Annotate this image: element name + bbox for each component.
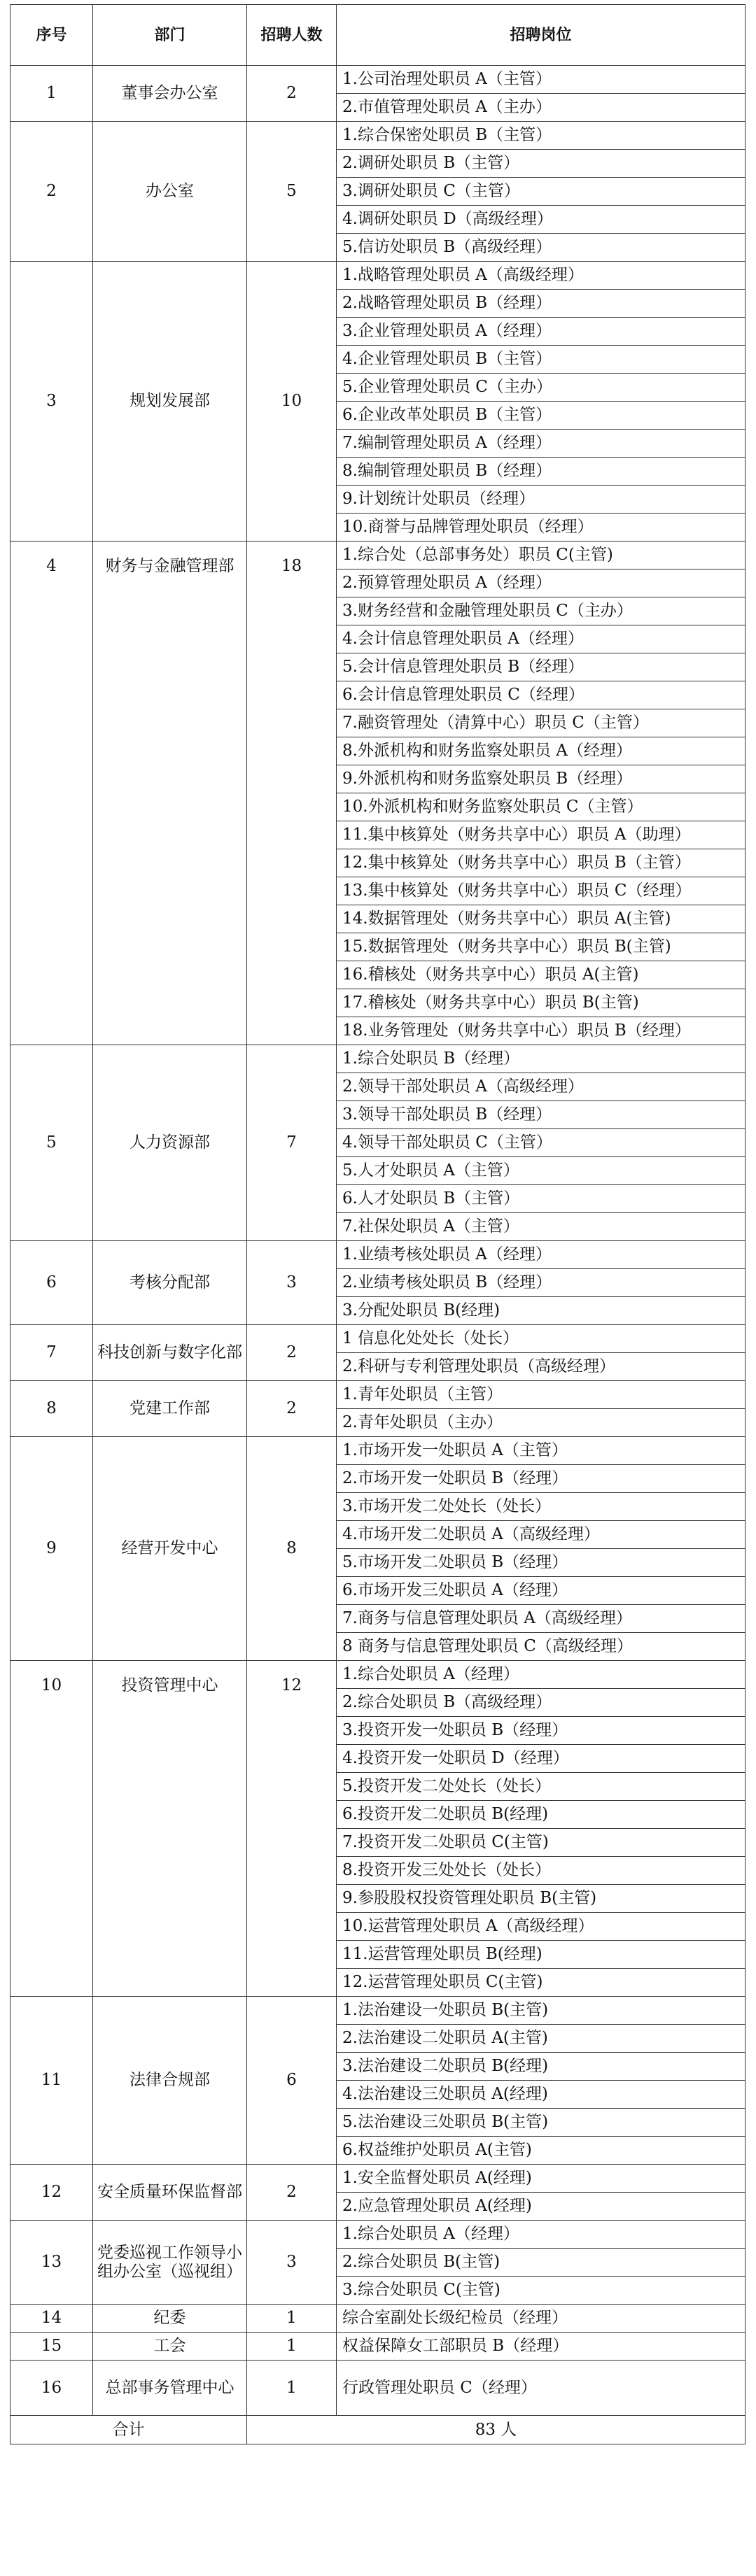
position-cell: 5.市场开发二处职员 B（经理） — [337, 1549, 746, 1577]
row-number: 8 — [10, 1381, 93, 1437]
department-name: 考核分配部 — [93, 1241, 247, 1325]
position-cell: 3.市场开发二处处长（处长） — [337, 1493, 746, 1521]
position-cell: 2.综合处职员 B(主管) — [337, 2249, 746, 2277]
department-name: 党委巡视工作领导小组办公室（巡视组） — [93, 2221, 247, 2305]
position-cell: 2.市场开发一处职员 B（经理） — [337, 1465, 746, 1493]
department-name: 人力资源部 — [93, 1045, 247, 1241]
recruit-count: 3 — [247, 2221, 337, 2305]
position-cell: 4.法治建设三处职员 A(经理) — [337, 2081, 746, 2109]
table-row — [10, 2165, 746, 2193]
position-cell: 2.战略管理处职员 B（经理） — [337, 290, 746, 318]
header-row — [10, 5, 746, 66]
row-number: 5 — [10, 1045, 93, 1241]
position-cell: 2.调研处职员 B（主管） — [337, 150, 746, 178]
position-cell: 4.投资开发一处职员 D（经理） — [337, 1745, 746, 1773]
total-label: 合计 — [10, 2416, 247, 2444]
table-row — [10, 1437, 746, 1465]
position-cell: 2.综合处职员 B（高级经理） — [337, 1689, 746, 1717]
position-cell: 6.投资开发二处职员 B(经理) — [337, 1801, 746, 1829]
position-cell: 11.运营管理处职员 B(经理) — [337, 1941, 746, 1969]
position-cell: 2.业绩考核处职员 B（经理） — [337, 1269, 746, 1297]
position-cell: 4.会计信息管理处职员 A（经理） — [337, 625, 746, 653]
position-cell: 7.融资管理处（清算中心）职员 C（主管） — [337, 709, 746, 737]
table-row — [10, 1997, 746, 2025]
position-cell: 4.市场开发二处职员 A（高级经理） — [337, 1521, 746, 1549]
position-cell: 1 信息化处处长（处长） — [337, 1325, 746, 1353]
table-row — [10, 2333, 746, 2361]
department-name: 投资管理中心 — [93, 1661, 247, 1997]
position-cell: 3.企业管理处职员 A（经理） — [337, 318, 746, 346]
position-cell: 1.综合处职员 B（经理） — [337, 1045, 746, 1073]
recruit-count: 10 — [247, 262, 337, 542]
position-cell: 2.科研与专利管理处职员（高级经理） — [337, 1353, 746, 1381]
position-cell: 8.投资开发三处处长（处长） — [337, 1857, 746, 1885]
row-number: 4 — [10, 542, 93, 1045]
position-cell: 3.调研处职员 C（主管） — [337, 178, 746, 206]
department-name: 董事会办公室 — [93, 66, 247, 122]
row-number: 16 — [10, 2361, 93, 2416]
table-row — [10, 1241, 746, 1269]
recruit-count: 2 — [247, 2165, 337, 2221]
position-cell: 4.领导干部处职员 C（主管） — [337, 1129, 746, 1157]
recruit-count: 2 — [247, 66, 337, 122]
position-cell: 8.外派机构和财务监察处职员 A（经理） — [337, 737, 746, 765]
table-body — [10, 66, 746, 2416]
row-number: 14 — [10, 2305, 93, 2333]
recruit-count: 12 — [247, 1661, 337, 1997]
total-row — [10, 2416, 746, 2444]
position-cell: 7.投资开发二处职员 C(主管) — [337, 1829, 746, 1857]
position-cell: 2.预算管理处职员 A（经理） — [337, 569, 746, 597]
recruitment-table — [10, 4, 746, 2444]
recruit-count: 1 — [247, 2361, 337, 2416]
table-header — [10, 5, 746, 66]
row-number: 6 — [10, 1241, 93, 1325]
recruit-count: 5 — [247, 122, 337, 262]
table-row — [10, 1325, 746, 1353]
row-number: 11 — [10, 1997, 93, 2165]
position-cell: 1.公司治理处职员 A（主管） — [337, 66, 746, 94]
position-cell: 3.财务经营和金融管理处职员 C（主办） — [337, 597, 746, 625]
table-row — [10, 2361, 746, 2416]
department-name: 工会 — [93, 2333, 247, 2361]
department-name: 党建工作部 — [93, 1381, 247, 1437]
row-number: 12 — [10, 2165, 93, 2221]
recruit-count: 3 — [247, 1241, 337, 1325]
position-cell: 10.外派机构和财务监察处职员 C（主管） — [337, 793, 746, 821]
position-cell: 18.业务管理处（财务共享中心）职员 B（经理） — [337, 1017, 746, 1045]
position-cell: 1.综合保密处职员 B（主管） — [337, 122, 746, 150]
table-row — [10, 66, 746, 94]
position-cell: 3.法治建设二处职员 B(经理) — [337, 2053, 746, 2081]
position-cell: 7.商务与信息管理处职员 A（高级经理） — [337, 1605, 746, 1633]
position-cell: 1.安全监督处职员 A(经理) — [337, 2165, 746, 2193]
row-number: 13 — [10, 2221, 93, 2305]
position-cell: 12.集中核算处（财务共享中心）职员 B（主管） — [337, 849, 746, 877]
position-cell: 3.投资开发一处职员 B（经理） — [337, 1717, 746, 1745]
recruit-count: 8 — [247, 1437, 337, 1661]
header-count: 招聘人数 — [247, 5, 337, 66]
position-cell: 5.法治建设三处职员 B(主管) — [337, 2109, 746, 2137]
total-value: 83 人 — [247, 2416, 746, 2444]
header-positions: 招聘岗位 — [337, 5, 746, 66]
row-number: 1 — [10, 66, 93, 122]
position-cell: 综合室副处长级纪检员（经理） — [337, 2305, 746, 2333]
position-cell: 2.青年处职员（主办） — [337, 1409, 746, 1437]
position-cell: 权益保障女工部职员 B（经理） — [337, 2333, 746, 2361]
position-cell: 1.综合处职员 A（经理） — [337, 1661, 746, 1689]
table-row — [10, 542, 746, 569]
department-name: 经营开发中心 — [93, 1437, 247, 1661]
position-cell: 6.权益维护处职员 A(主管) — [337, 2137, 746, 2165]
position-cell: 6.人才处职员 B（主管） — [337, 1185, 746, 1213]
department-name: 纪委 — [93, 2305, 247, 2333]
row-number: 2 — [10, 122, 93, 262]
position-cell: 10.商誉与品牌管理处职员（经理） — [337, 514, 746, 542]
position-cell: 1.业绩考核处职员 A（经理） — [337, 1241, 746, 1269]
position-cell: 6.会计信息管理处职员 C（经理） — [337, 681, 746, 709]
position-cell: 行政管理处职员 C（经理） — [337, 2361, 746, 2416]
position-cell: 6.企业改革处职员 B（主管） — [337, 402, 746, 430]
table-row — [10, 1661, 746, 1689]
position-cell: 5.信访处职员 B（高级经理） — [337, 234, 746, 262]
department-name: 安全质量环保监督部 — [93, 2165, 247, 2221]
row-number: 9 — [10, 1437, 93, 1661]
position-cell: 2.应急管理处职员 A(经理) — [337, 2193, 746, 2221]
position-cell: 1.法治建设一处职员 B(主管) — [337, 1997, 746, 2025]
position-cell: 8.编制管理处职员 B（经理） — [337, 458, 746, 486]
position-cell: 2.市值管理处职员 A（主办） — [337, 94, 746, 122]
recruitment-table-container — [10, 4, 745, 2444]
position-cell: 5.人才处职员 A（主管） — [337, 1157, 746, 1185]
recruit-count: 2 — [247, 1381, 337, 1437]
position-cell: 5.企业管理处职员 C（主办） — [337, 374, 746, 402]
recruit-count: 2 — [247, 1325, 337, 1381]
table-footer — [10, 2416, 746, 2444]
position-cell: 1.市场开发一处职员 A（主管） — [337, 1437, 746, 1465]
table-row — [10, 1381, 746, 1409]
position-cell: 17.稽核处（财务共享中心）职员 B(主管) — [337, 989, 746, 1017]
position-cell: 8 商务与信息管理处职员 C（高级经理） — [337, 1633, 746, 1661]
position-cell: 3.领导干部处职员 B（经理） — [337, 1101, 746, 1129]
row-number: 15 — [10, 2333, 93, 2361]
position-cell: 3.综合处职员 C(主管) — [337, 2277, 746, 2305]
department-name: 规划发展部 — [93, 262, 247, 542]
position-cell: 1.青年处职员（主管） — [337, 1381, 746, 1409]
row-number: 7 — [10, 1325, 93, 1381]
header-no: 序号 — [10, 5, 93, 66]
position-cell: 2.领导干部处职员 A（高级经理） — [337, 1073, 746, 1101]
position-cell: 16.稽核处（财务共享中心）职员 A(主管) — [337, 961, 746, 989]
row-number: 3 — [10, 262, 93, 542]
table-row — [10, 1045, 746, 1073]
department-name: 总部事务管理中心 — [93, 2361, 247, 2416]
position-cell: 9.参股股权投资管理处职员 B(主管) — [337, 1885, 746, 1913]
recruit-count: 18 — [247, 542, 337, 1045]
department-name: 办公室 — [93, 122, 247, 262]
table-row — [10, 2221, 746, 2249]
position-cell: 1.战略管理处职员 A（高级经理） — [337, 262, 746, 290]
department-name: 法律合规部 — [93, 1997, 247, 2165]
position-cell: 2.法治建设二处职员 A(主管) — [337, 2025, 746, 2053]
position-cell: 12.运营管理处职员 C(主管) — [337, 1969, 746, 1997]
table-row — [10, 122, 746, 150]
department-name: 财务与金融管理部 — [93, 542, 247, 1045]
position-cell: 6.市场开发三处职员 A（经理） — [337, 1577, 746, 1605]
department-name: 科技创新与数字化部 — [93, 1325, 247, 1381]
position-cell: 13.集中核算处（财务共享中心）职员 C（经理） — [337, 877, 746, 905]
position-cell: 5.投资开发二处处长（处长） — [337, 1773, 746, 1801]
recruit-count: 7 — [247, 1045, 337, 1241]
position-cell: 4.调研处职员 D（高级经理） — [337, 206, 746, 234]
position-cell: 1.综合处职员 A（经理） — [337, 2221, 746, 2249]
position-cell: 7.编制管理处职员 A（经理） — [337, 430, 746, 458]
table-row — [10, 262, 746, 290]
header-dept: 部门 — [93, 5, 247, 66]
position-cell: 10.运营管理处职员 A（高级经理） — [337, 1913, 746, 1941]
position-cell: 3.分配处职员 B(经理) — [337, 1297, 746, 1325]
position-cell: 9.计划统计处职员（经理） — [337, 486, 746, 514]
position-cell: 7.社保处职员 A（主管） — [337, 1213, 746, 1241]
position-cell: 14.数据管理处（财务共享中心）职员 A(主管) — [337, 905, 746, 933]
position-cell: 15.数据管理处（财务共享中心）职员 B(主管) — [337, 933, 746, 961]
recruit-count: 1 — [247, 2305, 337, 2333]
table-row — [10, 2305, 746, 2333]
position-cell: 5.会计信息管理处职员 B（经理） — [337, 653, 746, 681]
position-cell: 1.综合处（总部事务处）职员 C(主管) — [337, 542, 746, 569]
recruit-count: 1 — [247, 2333, 337, 2361]
recruit-count: 6 — [247, 1997, 337, 2165]
position-cell: 9.外派机构和财务监察处职员 B（经理） — [337, 765, 746, 793]
position-cell: 11.集中核算处（财务共享中心）职员 A（助理） — [337, 821, 746, 849]
position-cell: 4.企业管理处职员 B（主管） — [337, 346, 746, 374]
row-number: 10 — [10, 1661, 93, 1997]
